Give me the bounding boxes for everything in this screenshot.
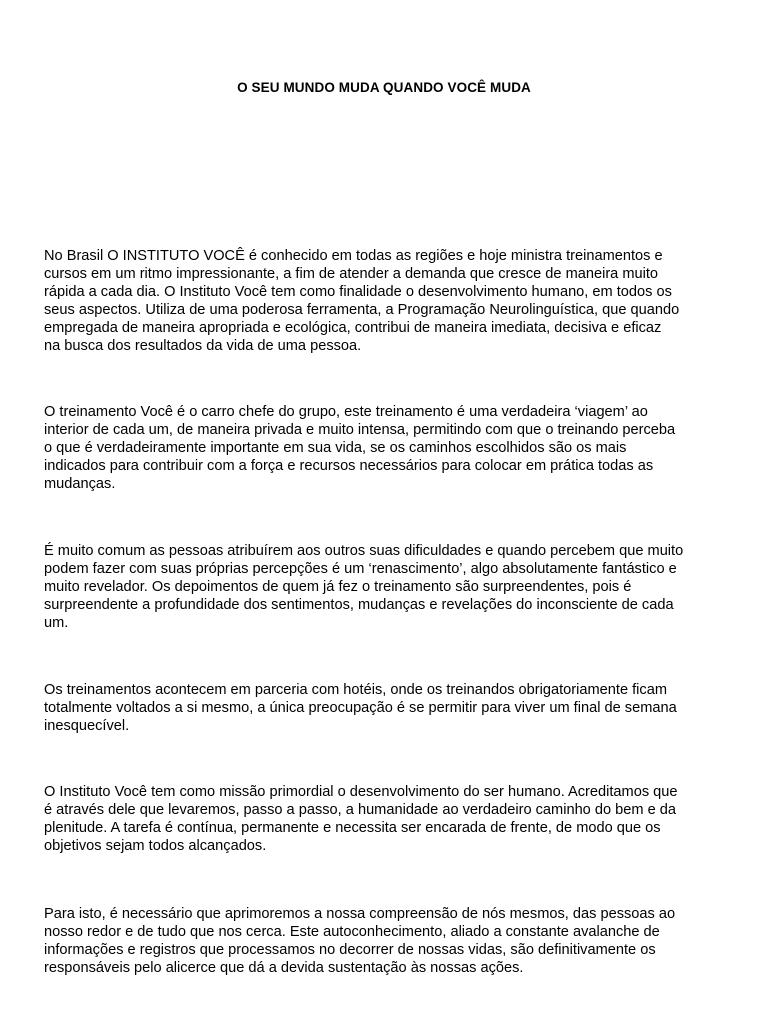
paragraph-line: O treinamento Você é o carro chefe do grupo, este treinamento é uma verdadeira ‘viagem’ ao [44, 404, 648, 420]
paragraph-line: totalmente voltados a si mesmo, a única preocupação é se permitir para viver um final de semana [44, 700, 677, 716]
paragraph-line: É muito comum as pessoas atribuírem aos outros suas dificuldades e quando percebem que muito [44, 543, 684, 559]
paragraph-line: interior de cada um, de maneira privada e muito intensa, permitindo com que o treinando perceba [44, 422, 676, 438]
paragraph-line: surpreendente a profundidade dos sentimentos, mudanças e revelações do inconsciente de cada [44, 597, 674, 613]
paragraph-line: o que é verdadeiramente importante em sua vida, se os caminhos escolhidos são os mais [44, 440, 627, 456]
paragraph-1 [44, 247, 734, 355]
paragraph-line: responsáveis pelo alicerce que dá a devida sustentação às nossas ações. [44, 960, 524, 976]
paragraph-line: inesquecível. [44, 718, 130, 734]
paragraph-5 [44, 783, 734, 855]
paragraph-line: indicados para contribuir com a força e recursos necessários para colocar em prática todas as [44, 458, 654, 474]
document-title: O SEU MUNDO MUDA QUANDO VOCÊ MUDA [237, 80, 531, 95]
paragraph-line: Os treinamentos acontecem em parceria com hotéis, onde os treinandos obrigatoriamente ficam [44, 682, 667, 698]
paragraph-line: O Instituto Você tem como missão primordial o desenvolvimento do ser humano. Acreditamos que [44, 784, 678, 800]
paragraph-line: rápida a cada dia. O Instituto Você tem como finalidade o desenvolvimento humano, em todos os [44, 284, 672, 300]
paragraph-line: nosso redor e de tudo que nos cerca. Este autoconhecimento, aliado a constante avalanche de [44, 924, 660, 940]
paragraph-line: um. [44, 615, 69, 631]
paragraph-line: mudanças. [44, 476, 116, 492]
paragraph-2 [44, 403, 734, 493]
paragraph-4 [44, 681, 734, 735]
paragraph-line: podem fazer com suas próprias percepções é um ‘renascimento’, algo absolutamente fantástico e [44, 561, 677, 577]
paragraph-line: objetivos sejam todos alcançados. [44, 838, 267, 854]
paragraph-line: plenitude. A tarefa é contínua, permanente e necessita ser encarada de frente, de modo que os [44, 820, 661, 836]
paragraph-line: seus aspectos. Utiliza de uma poderosa ferramenta, a Programação Neurolinguística, que quando [44, 302, 680, 318]
paragraph-line: informações e registros que processamos no decorrer de nossas vidas, são definitivamente os [44, 942, 656, 958]
paragraph-line: No Brasil O INSTITUTO VOCÊ é conhecido em todas as regiões e hoje ministra treinamentos e [44, 248, 663, 264]
paragraph-line: muito revelador. Os depoimentos de quem já fez o treinamento são surpreendentes, pois é [44, 579, 632, 595]
paragraph-line: empregada de maneira apropriada e ecológica, contribui de maneira imediata, decisiva e eficaz [44, 320, 662, 336]
paragraph-line: Para isto, é necessário que aprimoremos a nossa compreensão de nós mesmos, das pessoas ao [44, 906, 676, 922]
paragraph-line: é através dele que levaremos, passo a passo, a humanidade ao verdadeiro caminho do bem e da [44, 802, 676, 818]
paragraph-line: na busca dos resultados da vida de uma pessoa. [44, 338, 362, 354]
paragraph-3 [44, 542, 734, 632]
paragraph-6 [44, 905, 734, 977]
paragraph-line: cursos em um ritmo impressionante, a fim de atender a demanda que cresce de maneira muito [44, 266, 659, 282]
